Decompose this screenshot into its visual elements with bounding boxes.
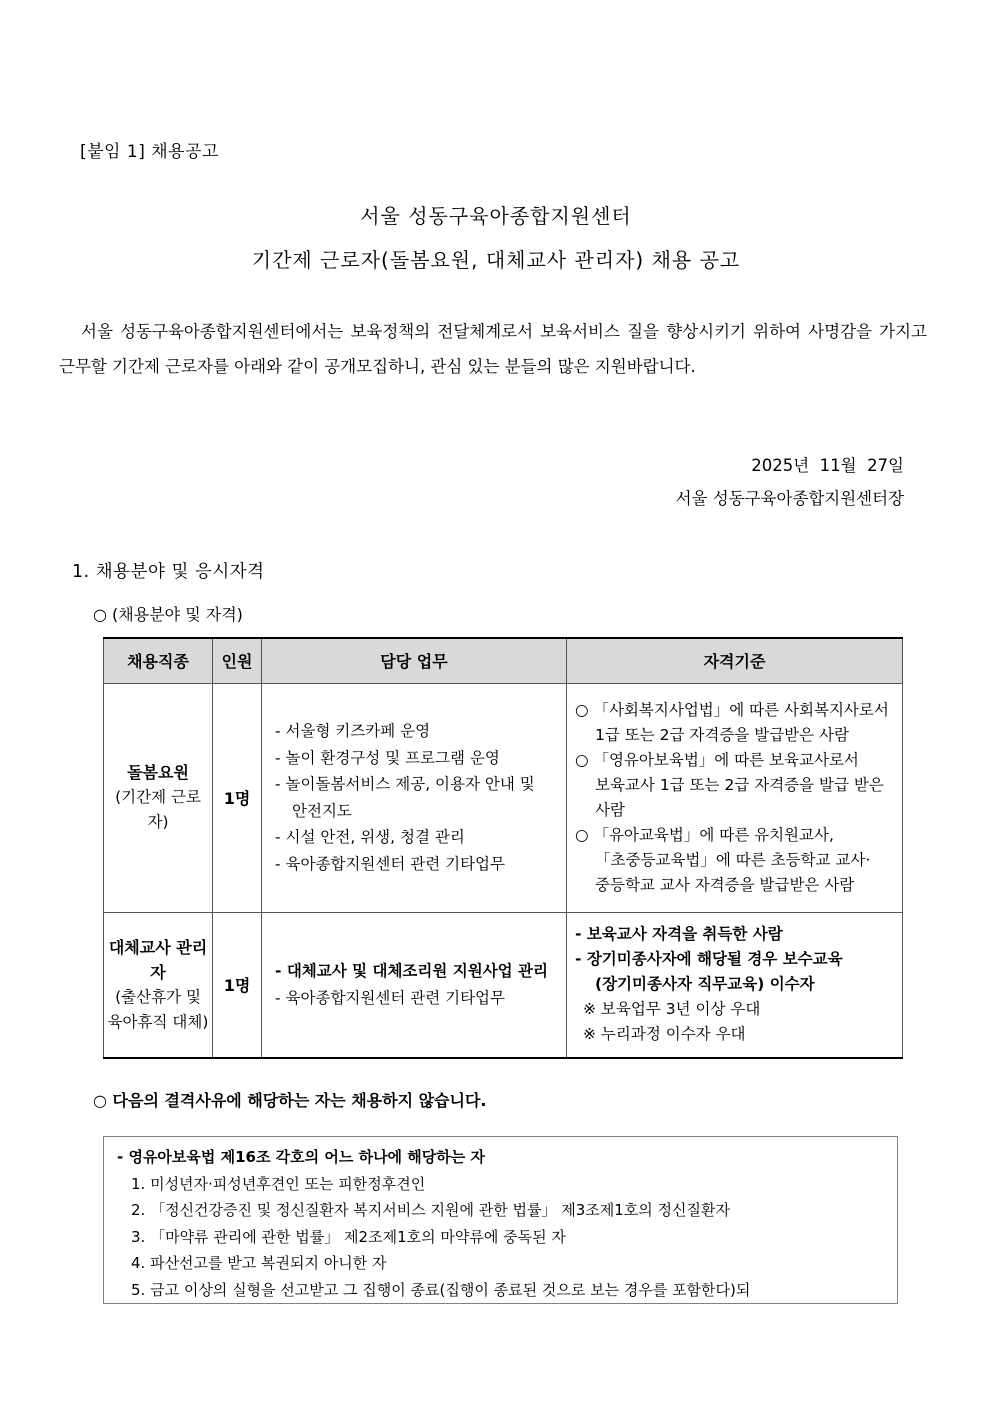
duties-cell [262,683,567,912]
header-headcount: 인원 [213,638,262,683]
recruitment-table [103,637,903,1059]
duty-item: - 서울형 키즈카페 운영 [275,722,431,740]
document-title: 서울 성동구육아종합지원센터 [360,204,632,228]
qualification-item: ○ 「사회복지사업법」에 따른 사회복지사로서 1급 또는 2급 자격증을 발급받은 사람 [575,700,889,744]
header-qualifications: 자격기준 [567,638,903,683]
qualifications-cell [567,683,903,912]
duties-list [275,718,560,877]
header-duties: 담당 업무 [262,638,567,683]
document-subtitle: 기간제 근로자(돌봄요원, 대체교사 관리자) 채용 공고 [251,248,741,272]
document-date: 2025년 11월 27일 [751,456,904,475]
attachment-label: [붙임 1] 채용공고 [80,142,219,162]
qualification-item: ○ 「유아교육법」에 따른 유치원교사, 「초중등교육법」에 따른 초등학교 교사·중등학교 교사 자격증을 발급받은 사람 [575,825,871,894]
qualification-item: - 장기미종사자에 해당될 경우 보수교육 (장기미종사자 직무교육) 이수자 [575,950,843,994]
job-type-cell [104,683,213,912]
qualification-item: - 보육교사 자격을 취득한 사람 [575,925,783,944]
disqualification-item: 2. 「정신건강증진 및 정신질환자 복지서비스 지원에 관한 법률」 제3조제1호의 정신질환자 [131,1201,730,1219]
duty-item: - 대체교사 및 대체조리원 지원사업 관리 [275,962,548,981]
qualification-item: ○ 「영유아보육법」에 따른 보육교사로서 보육교사 1급 또는 2급 자격증을 발급 받은 사람 [575,750,884,819]
job-note: (기간제 근로자) [115,788,201,831]
headcount-cell: 1명 [213,683,262,912]
job-title: 돌봄요원 [127,763,189,782]
duty-item: - 시설 안전, 위생, 청결 관리 [275,828,465,846]
headcount-cell: 1명 [213,912,262,1058]
duty-item: - 육아종합지원센터 관련 기타업무 [275,854,505,873]
duties-list [275,958,560,1011]
qualifications-list [575,922,898,1047]
preference-note: ※ 보육업무 3년 이상 우대 [583,1000,761,1019]
header-job-type: 채용직종 [104,638,213,683]
duty-item: - 놀이 환경구성 및 프로그램 운영 [275,748,500,767]
disqualification-item: 3. 「마약류 관리에 관한 법률」 제2조제1호의 마약류에 중독된 자 [131,1227,566,1246]
disqualification-list [117,1171,891,1304]
section-1-heading: 1. 채용분야 및 응시자격 [72,562,265,582]
disqualification-heading: ○ 다음의 결격사유에 해당하는 자는 채용하지 않습니다. [93,1091,487,1110]
disqualification-item: 1. 미성년자·피성년후견인 또는 피한정후견인 [131,1174,426,1193]
duty-item: - 놀이돌봄서비스 제공, 이용자 안내 및 안전지도 [275,775,535,820]
table-row-substitute-teacher-manager [104,912,903,1058]
job-note: (출산휴가 및 육아휴직 대체) [107,987,209,1031]
duties-cell [262,912,567,1058]
table-row-caregiver [104,683,903,912]
disqualification-item: 5. 금고 이상의 실형을 선고받고 그 집행이 종료(집행이 종료된 것으로 보는 경우를 포함한다)되 [131,1280,751,1299]
qualifications-cell [567,912,903,1058]
section-1-subheading: ○ (채용분야 및 자격) [93,605,243,624]
recruitment-table-header [104,638,903,683]
date-signature-block [676,449,904,515]
disqualification-box [103,1136,898,1304]
disqualification-box-title: - 영유아보육법 제16조 각호의 어느 하나에 해당하는 자 [117,1148,485,1166]
duty-item: - 육아종합지원센터 관련 기타업무 [275,988,505,1007]
signature-line: 서울 성동구육아종합지원센터장 [675,489,904,508]
job-type-cell [104,912,213,1058]
intro-paragraph: 서울 성동구육아종합지원센터에서는 보육정책의 전달체계로서 보육서비스 질을 향상시키기 위하여 사명감을 가지고 근무할 기간제 근로자를 아래와 같이 공개모집하니, 관심 있는 분들의 많은 지원바랍니다. [59,322,927,376]
disqualification-item: 4. 파산선고를 받고 복권되지 아니한 자 [131,1254,387,1272]
job-title: 대체교사 관리자 [108,937,208,982]
qualifications-list [575,698,898,898]
preference-note: ※ 누리과정 이수자 우대 [583,1025,746,1044]
